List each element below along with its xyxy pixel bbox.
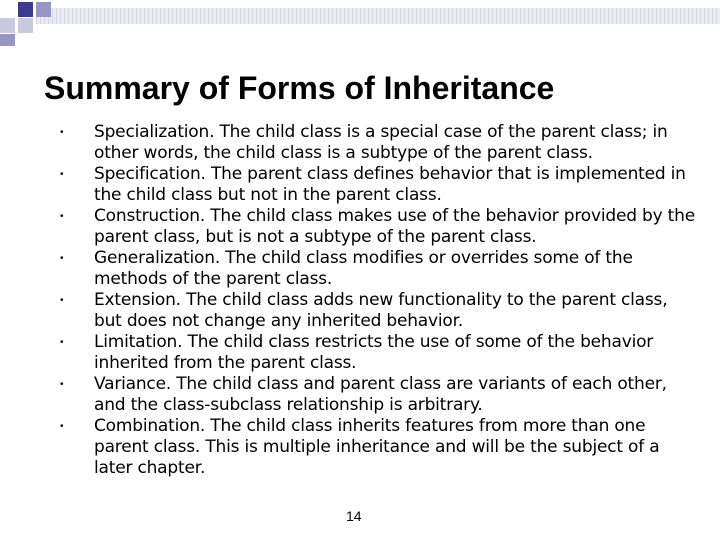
bullet-dot-icon: •	[60, 421, 64, 432]
bullet-text: Specification. The parent class defines behavior that is implemented in the child class but not in the parent class.	[94, 164, 686, 205]
slide-title: Summary of Forms of Inheritance	[44, 70, 555, 106]
corner-square-dark	[18, 2, 33, 17]
bullet-dot-icon: •	[60, 253, 64, 264]
corner-square-mid	[36, 2, 51, 17]
bullet-text: Specialization. The child class is a special case of the parent class; in other words, the child class is a subtype of the parent class.	[94, 122, 668, 163]
bullet-text: Extension. The child class adds new functionality to the parent class, but does not change any inherited behavior.	[94, 290, 668, 331]
bullet-dot-icon: •	[60, 169, 64, 180]
bullet-item	[60, 248, 700, 290]
bullet-dot-icon: •	[60, 337, 64, 348]
page-number: 14	[346, 508, 362, 524]
bullet-list	[60, 122, 700, 479]
bullet-text: Combination. The child class inherits features from more than one parent class. This is multiple inheritance and will be the subject of a later chapter.	[94, 416, 660, 478]
bullet-item	[60, 374, 700, 416]
bullet-item	[60, 290, 700, 332]
corner-square-light	[18, 18, 33, 33]
bullet-item	[60, 206, 700, 248]
bullet-dot-icon: •	[60, 295, 64, 306]
bullet-text: Construction. The child class makes use of the behavior provided by the parent class, but is not a subtype of the parent class.	[94, 206, 695, 247]
bullet-text: Variance. The child class and parent class are variants of each other, and the class-subclass relationship is arbitrary.	[94, 374, 667, 415]
bullet-dot-icon: •	[60, 211, 64, 222]
bullet-dot-icon: •	[60, 127, 64, 138]
header-stripe-bar	[36, 8, 720, 24]
corner-squares	[0, 0, 60, 48]
corner-square-light	[0, 18, 15, 33]
bullet-item	[60, 122, 700, 164]
bullet-item	[60, 164, 700, 206]
bullet-item	[60, 416, 700, 479]
corner-square-mid	[0, 34, 15, 46]
bullet-text: Generalization. The child class modifies or overrides some of the methods of the parent class.	[94, 248, 633, 289]
bullet-text: Limitation. The child class restricts the use of some of the behavior inherited from the parent class.	[94, 332, 654, 373]
bullet-item	[60, 332, 700, 374]
bullet-dot-icon: •	[60, 379, 64, 390]
header-decoration	[0, 0, 720, 48]
